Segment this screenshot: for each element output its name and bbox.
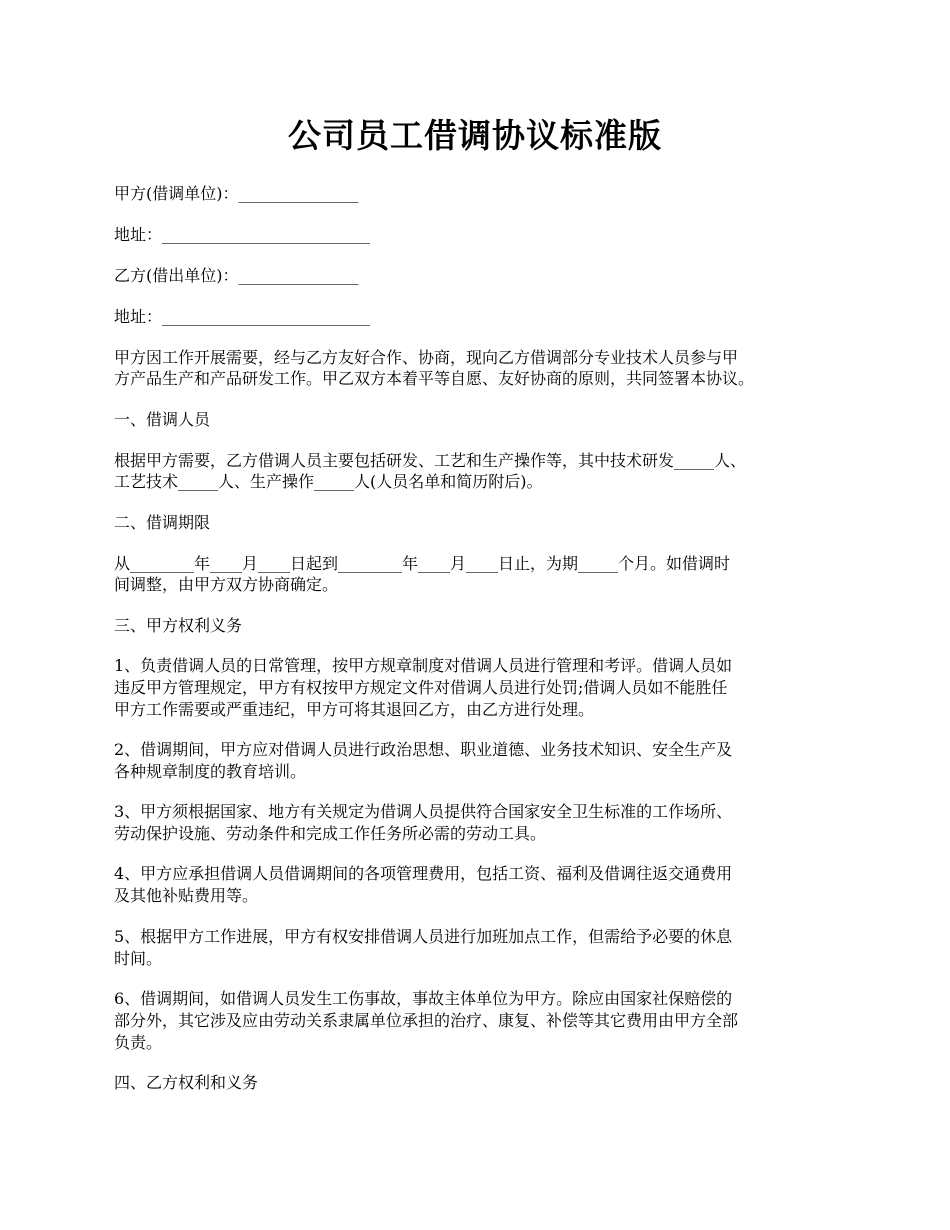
party-b-address-line: 地址：__________________________	[114, 307, 371, 326]
party-a-line: 甲方(借调单位)：_______________	[114, 184, 359, 203]
item3-line-1: 3、甲方须根据国家、地方有关规定为借调人员提供符合国家安全卫生标准的工作场所、	[114, 802, 733, 821]
item1-line-2: 违反甲方管理规定，甲方有权按甲方规定文件对借调人员进行处罚;借调人员如不能胜任	[114, 678, 728, 697]
section2-line-2: 间调整，由甲方双方协商确定。	[114, 575, 339, 594]
item2-line-2: 各种规章制度的教育培训。	[114, 762, 307, 781]
section2-line-1: 从________年____月____日起到________年____月____日止，为期_____个月。如借调时	[114, 554, 731, 573]
section2-heading: 二、借调期限	[114, 513, 211, 532]
item4-line-2: 及其他补贴费用等。	[114, 886, 259, 905]
section1-line-1: 根据甲方需要，乙方借调人员主要包括研发、工艺和生产操作等，其中技术研发_____人、	[114, 451, 747, 470]
section1-heading: 一、借调人员	[114, 410, 211, 429]
item3-line-2: 劳动保护设施、劳动条件和完成工作任务所必需的劳动工具。	[114, 824, 547, 843]
section3-heading: 三、甲方权利义务	[114, 616, 243, 635]
section1-line-2: 工艺技术_____人、生产操作_____人(人员名单和简历附后)。	[114, 472, 543, 491]
item2-line-1: 2、借调期间，甲方应对借调人员进行政治思想、职业道德、业务技术知识、安全生产及	[114, 740, 733, 759]
section4-heading: 四、乙方权利和义务	[114, 1073, 259, 1092]
item5-line-2: 时间。	[114, 949, 163, 968]
intro-line-2: 方产品生产和产品研发工作。甲乙双方本着平等自愿、友好协商的原则，共同签署本协议。	[114, 369, 755, 388]
document-title: 公司员工借调协议标准版	[288, 116, 662, 155]
party-b-line: 乙方(借出单位)：_______________	[114, 266, 359, 285]
party-a-address-line: 地址：__________________________	[114, 225, 371, 244]
item4-line-1: 4、甲方应承担借调人员借调期间的各项管理费用，包括工资、福利及借调往返交通费用	[114, 864, 733, 883]
item1-line-1: 1、负责借调人员的日常管理，按甲方规章制度对借调人员进行管理和考评。借调人员如	[114, 656, 733, 675]
item6-line-1: 6、借调期间，如借调人员发生工伤事故，事故主体单位为甲方。除应由国家社保赔偿的	[114, 989, 733, 1008]
item6-line-3: 负责。	[114, 1033, 163, 1052]
intro-line-1: 甲方因工作开展需要，经与乙方友好合作、协商，现向乙方借调部分专业技术人员参与甲	[114, 348, 739, 367]
item1-line-3: 甲方工作需要或严重违纪，甲方可将其退回乙方，由乙方进行处理。	[114, 700, 595, 719]
item6-line-2: 部分外，其它涉及应由劳动关系隶属单位承担的治疗、康复、补偿等其它费用由甲方全部	[114, 1011, 739, 1030]
item5-line-1: 5、根据甲方工作进展，甲方有权安排借调人员进行加班加点工作，但需给予必要的休息	[114, 927, 733, 946]
